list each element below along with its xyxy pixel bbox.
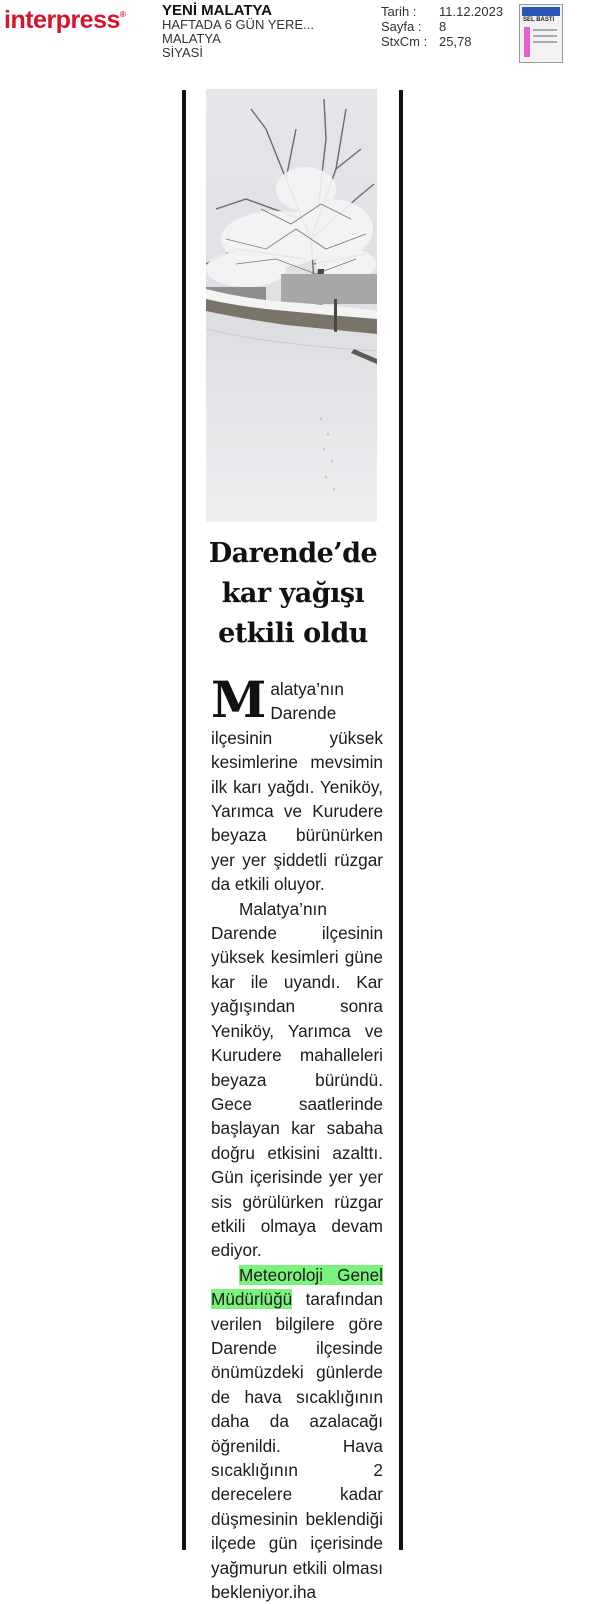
interpress-logo — [4, 6, 125, 35]
paragraph-3 — [211, 1263, 383, 1604]
meta-stxcm-row: StxCm : 25,78 — [381, 34, 472, 49]
meta-page-row: Sayfa : 8 — [381, 19, 447, 34]
thumbnail-ad-strip — [524, 27, 530, 57]
column-rule-right — [399, 90, 403, 1550]
publication-city: MALATYA — [162, 32, 221, 46]
registered-mark: ® — [119, 10, 126, 19]
paragraph-1 — [211, 670, 383, 897]
article-body — [211, 670, 383, 1604]
meta-date-row: Tarih : 11.12.2023 — [381, 4, 504, 19]
publication-name: YENİ MALATYA — [162, 2, 273, 19]
headline-line-3: etkili oldu — [218, 618, 368, 649]
publication-info — [162, 4, 372, 60]
thumbnail-headline: SEL BASTI — [523, 17, 555, 23]
publication-section: SİYASİ — [162, 46, 203, 60]
headline-line-1: Darende’de — [208, 538, 378, 569]
drop-cap: M — [211, 670, 267, 729]
clipping-header — [0, 0, 590, 70]
snowy-tree-photo — [206, 89, 377, 522]
meta-date: 11.12.2023 — [439, 4, 504, 19]
snow-scene-image — [206, 89, 377, 522]
logo-text: interpress — [4, 6, 120, 34]
paragraph-3-text: tarafından verilen bilgilere göre Darende ilçesinde önümüzdeki günlerde de hava sıcaklığının daha da azalacağı öğrenildi. Hava sıcaklığının 2 derecelere kadar düşmesinin beklendiği ilçede gün içerisinde yağmurun etkili olması bekleniyor.iha — [211, 1289, 383, 1603]
meta-stxcm: 25,78 — [439, 34, 472, 49]
paragraph-1-text: alatya’nın Darende ilçesinin yüksek kesimlerine mevsimin ilk karı yağdı. Yeniköy, Yarımca ve Kurudere beyaza bürünürken yer yer şiddetli rüzgar da etkili oluyor. — [211, 679, 383, 895]
column-rule-left — [182, 90, 186, 1550]
meta-page: 8 — [439, 19, 447, 34]
paragraph-2: Malatya’nın Darende ilçesinin yüksek kesimleri güne kar ile uyandı. Kar yağışından sonra Yeniköy, Yarımca ve Kurudere mahalleleri beyaza büründü. Gece saatlerinde başlayan kar sabaha doğru etkisini azalttı. Gün içerisinde yer yer sis görülürken rüzgar etkili olmaya devam ediyor. — [211, 898, 383, 1261]
publication-frequency: HAFTADA 6 GÜN YERE... — [162, 18, 314, 32]
highlighted-keyword: Meteoroloji Genel Müdürlüğü — [211, 1264, 383, 1310]
clipping-meta — [381, 4, 503, 49]
article-headline — [196, 534, 390, 654]
headline-line-2: kar yağışı — [221, 578, 365, 609]
thumbnail-masthead — [522, 7, 560, 16]
page-thumbnail[interactable] — [519, 4, 563, 63]
